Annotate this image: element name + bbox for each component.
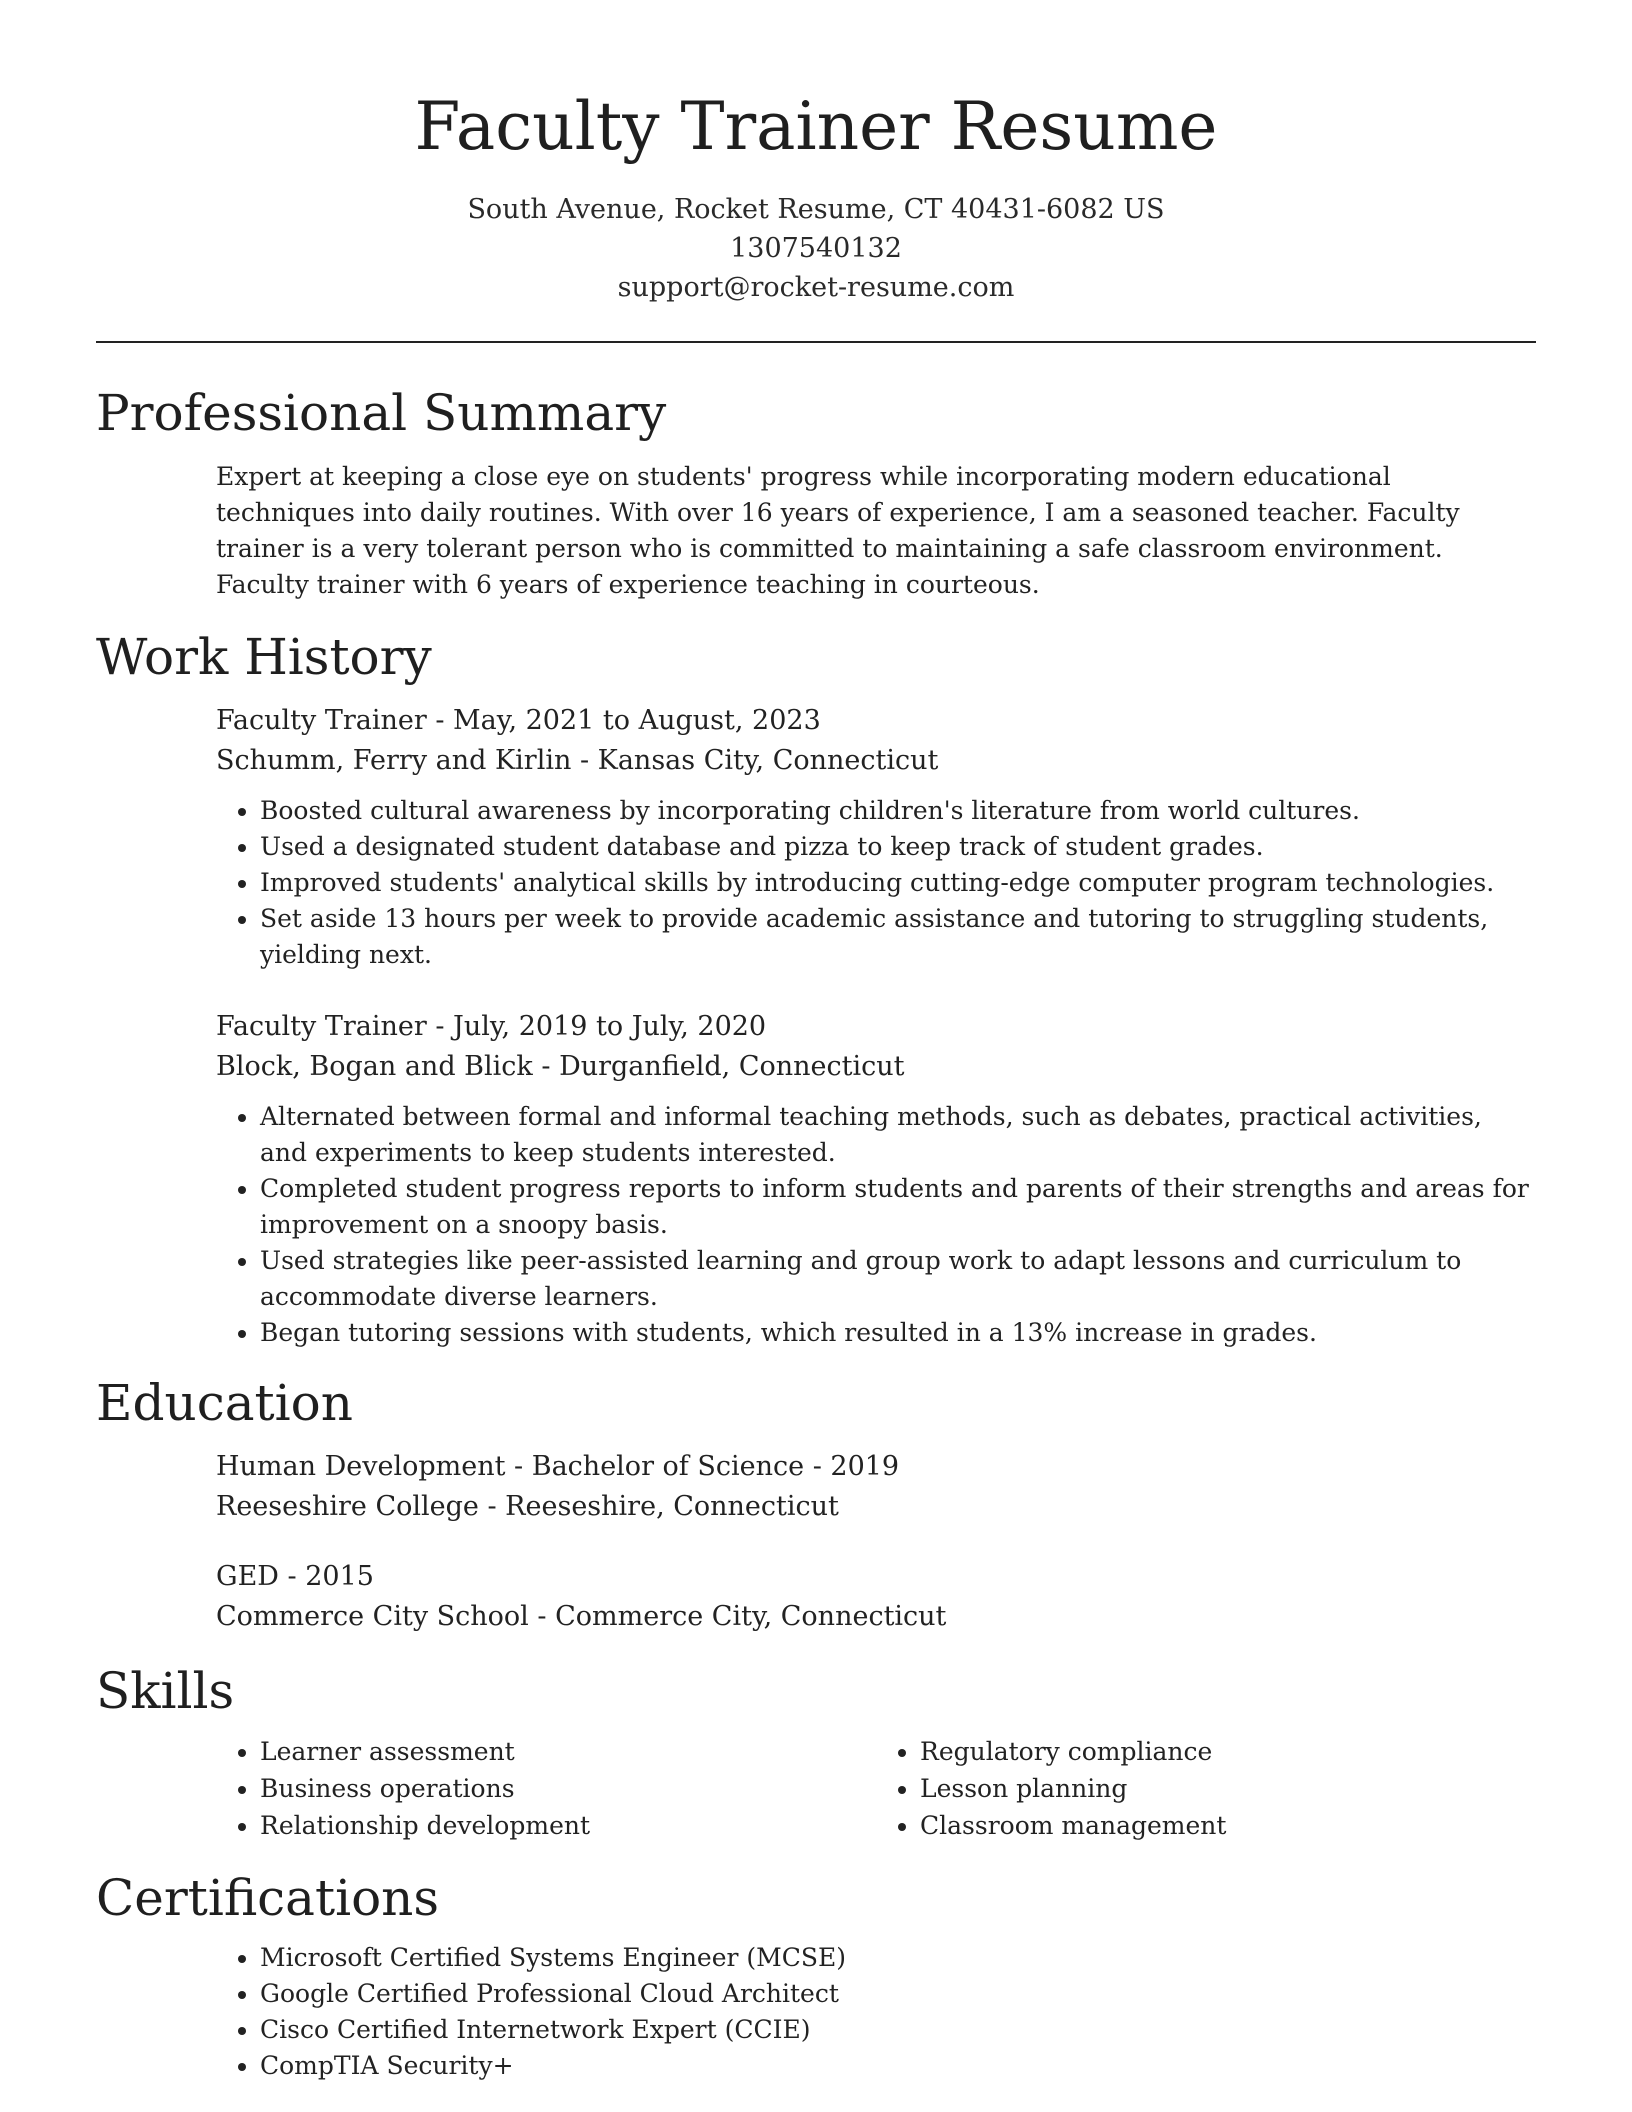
job-company-line: Block, Bogan and Blick - Durganfield, Connecticut (216, 1051, 905, 1082)
work-history-section (96, 625, 1536, 1351)
job-bullet: • Boosted cultural awareness by incorporating children's literature from world cultures. (260, 793, 1536, 829)
job-bullets (216, 793, 1536, 973)
resume-title: Faculty Trainer Resume (414, 88, 1218, 165)
job-bullets (216, 1099, 1536, 1351)
job-title-line: Faculty Trainer - May, 2021 to August, 2023 (216, 705, 821, 736)
skill-item: • Learner assessment (260, 1733, 876, 1770)
skill-item: • Business operations (260, 1770, 876, 1807)
summary-heading: Professional Summary (96, 384, 667, 442)
resume-page (96, 0, 1536, 2084)
work-history-heading: Work History (96, 628, 432, 686)
job-bullet: • Used strategies like peer-assisted learning and group work to adapt lessons and curriculum to accommodate diverse learners. (260, 1243, 1536, 1315)
job-entry (216, 701, 1536, 973)
contact-address: South Avenue, Rocket Resume, CT 40431-6082 US (467, 194, 1165, 225)
education-degree-line: GED - 2015 (216, 1561, 374, 1592)
certification-item: • Microsoft Certified Systems Engineer (MCSE) (260, 1940, 1536, 1976)
job-entry (216, 1007, 1536, 1351)
skill-item: • Relationship development (260, 1807, 876, 1844)
certification-item: • CompTIA Security+ (260, 2048, 1536, 2084)
job-bullet: • Set aside 13 hours per week to provide academic assistance and tutoring to struggling students, yielding next. (260, 901, 1536, 973)
skills-heading: Skills (96, 1662, 235, 1720)
job-bullet: • Used a designated student database and pizza to keep track of student grades. (260, 829, 1536, 865)
summary-section (96, 381, 1536, 603)
job-title-line: Faculty Trainer - July, 2019 to July, 2020 (216, 1011, 767, 1042)
education-degree-line: Human Development - Bachelor of Science - 2019 (216, 1451, 900, 1482)
job-bullet: • Completed student progress reports to inform students and parents of their strengths and areas for improvement on a snoopy basis. (260, 1171, 1536, 1243)
education-school-line: Commerce City School - Commerce City, Connecticut (216, 1601, 947, 1632)
skill-item: • Regulatory compliance (920, 1733, 1536, 1770)
contact-phone: 1307540132 (730, 233, 902, 264)
education-heading: Education (96, 1374, 353, 1432)
certifications-section (96, 1866, 1536, 2084)
summary-text: Expert at keeping a close eye on students' progress while incorporating modern educational techniques into daily routines. With over 16 years of experience, I am a seasoned teacher. Faculty trainer is a very tolerant person who is committed to maintaining a safe classroom environment. Faculty trainer with 6 years of experience teaching in courteous. (216, 462, 1460, 599)
contact-email: support@rocket-resume.com (617, 272, 1015, 303)
certification-item: • Google Certified Professional Cloud Architect (260, 1976, 1536, 2012)
education-section (96, 1371, 1536, 1637)
education-school-line: Reeseshire College - Reeseshire, Connecticut (216, 1491, 839, 1522)
skills-column-right (876, 1733, 1536, 1844)
job-bullet: • Alternated between formal and informal teaching methods, such as debates, practical activities, and experiments to keep students interested. (260, 1099, 1536, 1171)
skills-section (96, 1659, 1536, 1844)
skills-grid (216, 1733, 1536, 1844)
skills-column-left (216, 1733, 876, 1844)
certifications-heading: Certifications (96, 1869, 440, 1927)
header-divider (96, 341, 1536, 343)
certification-item: • Cisco Certified Internetwork Expert (CCIE) (260, 2012, 1536, 2048)
certifications-block (216, 1940, 1536, 2084)
education-entry (216, 1447, 1536, 1527)
education-entry (216, 1557, 1536, 1637)
certifications-list (216, 1940, 1536, 2084)
skill-item: • Classroom management (920, 1807, 1536, 1844)
skill-item: • Lesson planning (920, 1770, 1536, 1807)
job-company-line: Schumm, Ferry and Kirlin - Kansas City, Connecticut (216, 745, 939, 776)
contact-block (96, 190, 1536, 307)
job-bullet: • Began tutoring sessions with students, which resulted in a 13% increase in grades. (260, 1315, 1536, 1351)
job-bullet: • Improved students' analytical skills by introducing cutting-edge computer program technologies. (260, 865, 1536, 901)
